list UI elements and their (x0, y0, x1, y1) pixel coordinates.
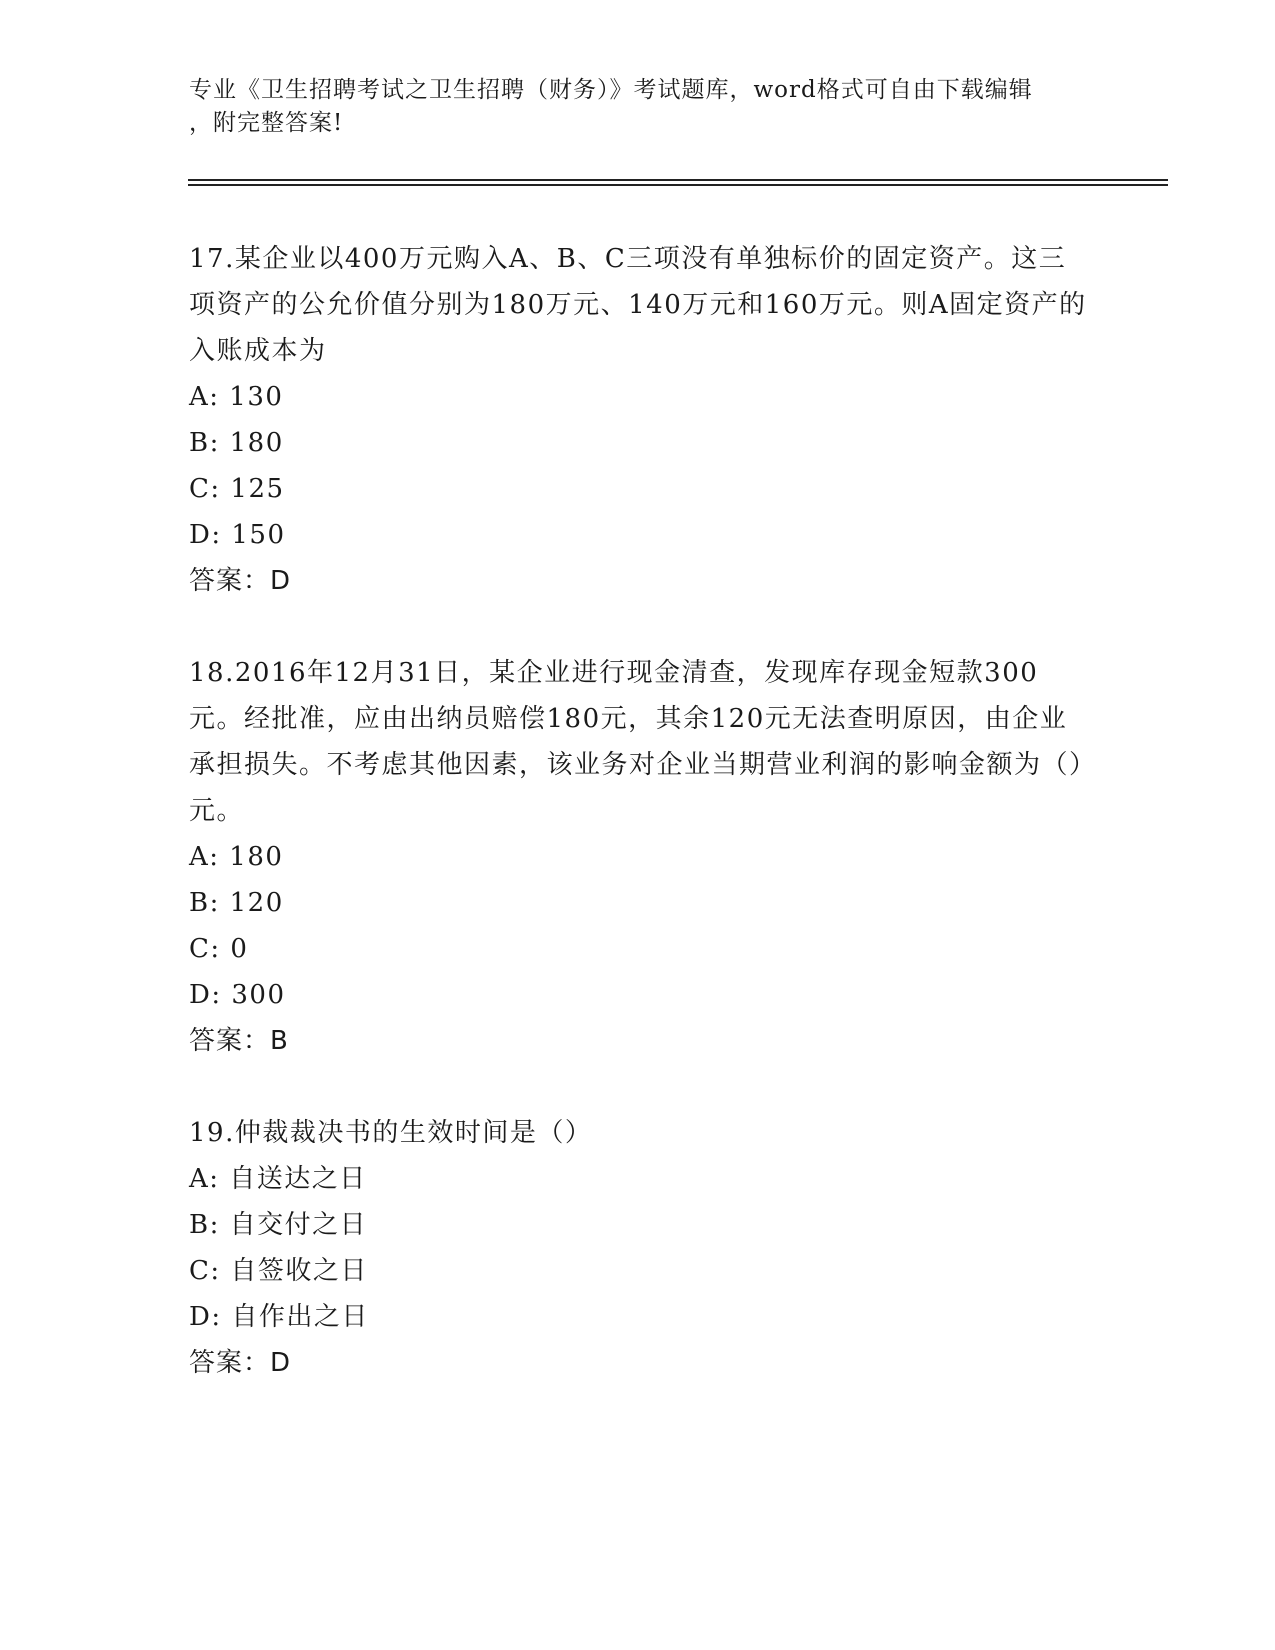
question-stem: 19.仲裁裁决书的生效时间是（） (189, 1118, 593, 1148)
answer: 答案：B (189, 1026, 289, 1056)
document-header (189, 74, 1069, 140)
option-c: C: 125 (189, 474, 285, 504)
option-b: B: 120 (189, 888, 284, 918)
option-d: D: 自作出之日 (189, 1302, 369, 1332)
option-b: B: 180 (189, 428, 284, 458)
option-d: D: 300 (189, 980, 286, 1010)
option-a: A: 自送达之日 (189, 1164, 367, 1194)
option-d: D: 150 (189, 520, 286, 550)
question-stem: 17.某企业以400万元购入A、B、C三项没有单独标价的固定资产。这三项资产的公允价值分别为180万元、140万元和160万元。则A固定资产的入账成本为 (189, 244, 1087, 366)
answer: 答案：D (189, 566, 292, 596)
header-line-2: ，附完整答案! (189, 110, 344, 136)
header-divider-bottom (188, 184, 1168, 186)
header-line-1: 专业《卫生招聘考试之卫生招聘（财务）》考试题库，word格式可自由下载编辑 (189, 77, 1033, 103)
option-a: A: 180 (189, 842, 284, 872)
question-19 (189, 1110, 1089, 1386)
option-c: C: 0 (189, 934, 249, 964)
question-stem: 18.2016年12月31日，某企业进行现金清查，发现库存现金短款300元。经批准，应由出纳员赔偿180元，其余120元无法查明原因，由企业承担损失。不考虑其他因素，该业务对企业当期营业利润的影响金额为（）元。 (189, 658, 1084, 826)
option-c: C: 自签收之日 (189, 1256, 368, 1286)
option-a: A: 130 (189, 382, 284, 412)
question-17 (189, 236, 1089, 604)
answer: 答案：D (189, 1348, 292, 1378)
option-b: B: 自交付之日 (189, 1210, 368, 1240)
question-18 (189, 650, 1089, 1064)
header-divider-top (188, 179, 1168, 181)
